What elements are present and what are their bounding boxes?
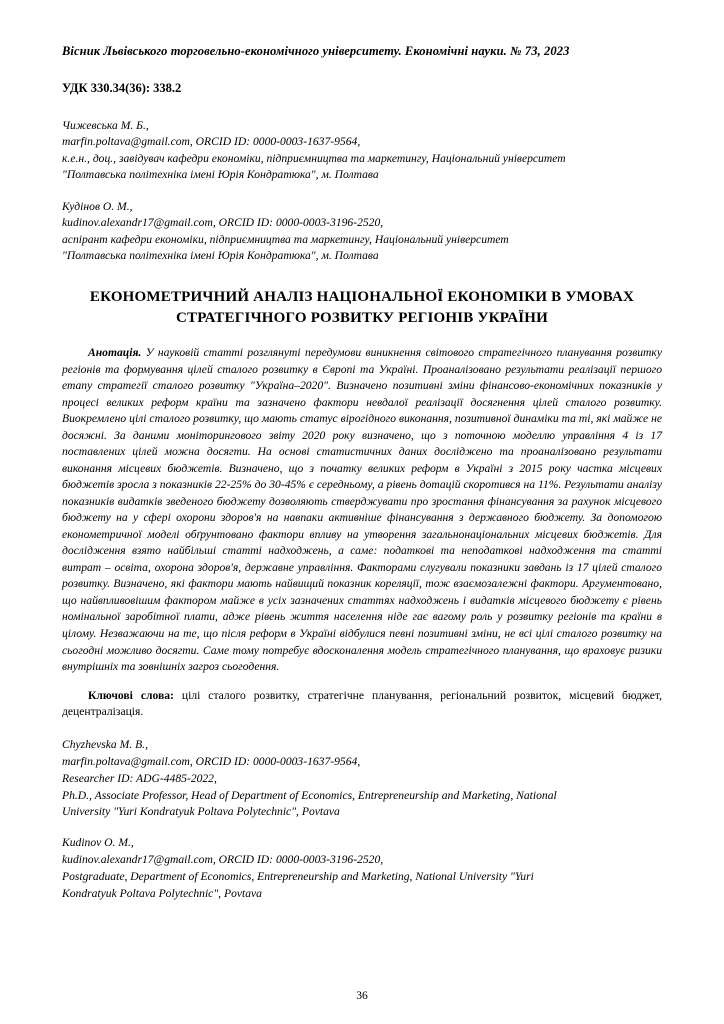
abstract: [62, 345, 662, 675]
author-name: Kudinov O. M.,: [62, 836, 134, 850]
author-affiliation-line: аспірант кафедри економіки, підприємництва та маркетингу, Національний університет: [62, 232, 509, 246]
author-name: Chyzhevska M. B.,: [62, 738, 148, 752]
author-block-en-2: [62, 835, 662, 902]
author-affiliation-line: к.е.н., доц., завідувач кафедри економіки, підприємництва та маркетингу, Національний університет: [62, 151, 566, 165]
author-affiliation-line: "Полтавська політехніка імені Юрія Кондратюка", м. Полтава: [62, 168, 379, 182]
author-affiliation-line: Ph.D., Associate Professor, Head of Department of Economics, Entrepreneurship and Marketing, National: [62, 788, 557, 802]
keywords-label: Ключові слова:: [88, 688, 174, 702]
author-block-en-1: [62, 737, 662, 821]
journal-header: Вісник Львівського торговельно-економічного університету. Економічні науки. № 73, 2023: [62, 44, 570, 58]
author-name: Кудінов О. М.,: [62, 199, 133, 213]
author-affiliation-line: Kondratyuk Poltava Polytechnic", Povtava: [62, 886, 262, 900]
keywords-text: цілі сталого розвитку, стратегічне планування, регіональний розвиток, місцевий бюджет, децентралізація.: [62, 688, 662, 719]
author-contact: marfin.poltava@gmail.com, ORCID ID: 0000-0003-1637-9564,: [62, 135, 361, 149]
abstract-text: У науковій статті розглянуті передумови виникнення світового стратегічного планування розвитку регіонів та формування цілей сталого розвитку в Європі та Україні. Проаналізовано результати реалізації першого етапу стратегії сталого розвитку "Україна–2020". Визначено позитивні зміни фінансово-економічних показників у процесі великих реформ країни та зазначено фактори невдалої реалізації досягнення цілей сталого розвитку. Виокремлено цілі сталого розвитку, що мають статус вірогідного виконання, позитивної динаміки та ті, які майже не досяжні. За даними моніторингового звіту 2020 року визначено, що з поточною моделлю управління 4 із 17 поставлених цілей можна досягти. На основі статистичних даних досліджено та проаналізовано результати виконання місцевих бюджетів. Визначено, що з початку великих реформ в Україні з 2015 року частка місцевих бюджетів зросла з показників 22-25% до 30-45% є середньому, а рівень дотацій скоротився на 11%. Результати аналізу показників видатків зведеного бюджету дозволяють стверджувати про зростання фінансування за рахунок місцевого бюджету на у сфері охорони здоров'я на навпаки активніше фінансування з державного бюджету. За допомогою економетричної моделі обґрунтовано фактори впливу на утворення загальнонаціональних місцевих бюджетів. Для дослідження взято найбільші статті надходжень, а саме: податкові та неподаткові надходження та статті витрат – освіта, охорона здоров'я, державне управління. Факторами слугували показники завдань із 17 цілей сталого розвитку. Визначено, які фактори мають найвищий показник кореляції, тож взаємозалежні фактори. Аргументовано, що найвпливовішим фактором майже в усіх зазначених статтях надходжень і видатків місцевого бюджету є рівень номінальної заробітної плати, адже рівень життя населення ніде гає вагому роль у розвитку регіонів та країни в цілому. Незважаючи на те, що після реформ в Україні відбулися певні позитивні зміни, не всі цілі сталого розвитку на сьогодні можливо досягти. Саме тому потребує вдосконалення модель стратегічного планування, що враховує ризики внутрішніх та зовнішніх загроз сьогодення.: [62, 346, 662, 674]
author-affiliation-line: University "Yuri Kondratyuk Poltava Polytechnic", Povtava: [62, 805, 340, 819]
article-title: ЕКОНОМЕТРИЧНИЙ АНАЛІЗ НАЦІОНАЛЬНОЇ ЕКОНОМІКИ В УМОВАХ СТРАТЕГІЧНОГО РОЗВИТКУ РЕГІОНІВ УКРАЇНИ: [89, 288, 635, 326]
author-name: Чижевська М. Б.,: [62, 119, 149, 132]
author-block-uk-1: [62, 118, 662, 184]
author-affiliation-line: Postgraduate, Department of Economics, Entrepreneurship and Marketing, National University "Yuri: [62, 869, 534, 883]
author-contact: kudinov.alexandr17@gmail.com, ORCID ID: 0000-0003-3196-2520,: [62, 852, 384, 866]
udc-code: УДК 330.34(36): 338.2: [62, 81, 182, 95]
author-contact: kudinov.alexandr17@gmail.com, ORCID ID: 0000-0003-3196-2520,: [62, 216, 384, 230]
abstract-label: Анотація.: [88, 346, 142, 360]
author-researcher-id: Researcher ID: ADG-4485-2022,: [62, 771, 217, 785]
author-affiliation-line: "Полтавська політехніка імені Юрія Кондратюка", м. Полтава: [62, 249, 379, 263]
keywords: [62, 688, 662, 722]
author-block-uk-2: [62, 199, 662, 265]
page-number: 36: [356, 989, 368, 1002]
author-contact: marfin.poltava@gmail.com, ORCID ID: 0000-0003-1637-9564,: [62, 754, 361, 768]
